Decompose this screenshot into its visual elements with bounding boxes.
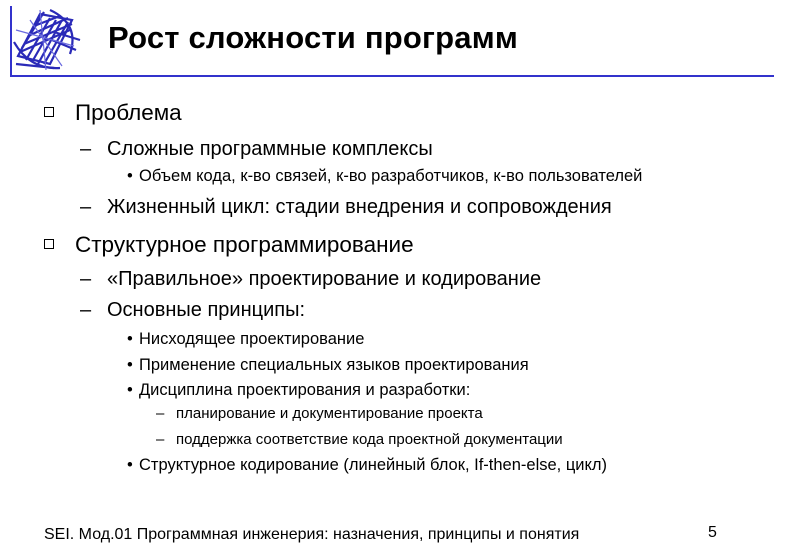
footer-text: SEI. Мод.01 Программная инженерия: назначения, принципы и понятия	[44, 526, 580, 543]
sei-globe-logo-icon	[10, 6, 84, 74]
dash-bullet-marker: –	[80, 299, 92, 321]
bullet-text: Жизненный цикл: стадии внедрения и сопровождения	[107, 196, 612, 218]
dash-bullet-marker: –	[156, 431, 165, 448]
hollow-square-bullet-icon	[44, 239, 54, 249]
bullet-text: планирование и документирование проекта	[176, 405, 483, 422]
bullet-text: Дисциплина проектирования и разработки:	[139, 381, 471, 399]
page-number: 5	[708, 524, 717, 541]
bullet-text: Проблема	[75, 100, 182, 125]
bullet-text: Структурное кодирование (линейный блок, If-then-else, цикл)	[139, 456, 608, 474]
dash-bullet-marker: –	[156, 405, 165, 422]
slide-title: Рост сложности программ	[108, 20, 518, 55]
header-vertical-rule	[10, 6, 12, 76]
dash-bullet-marker: –	[80, 196, 92, 218]
dash-bullet-marker: –	[80, 268, 92, 290]
dot-bullet-marker: •	[127, 456, 133, 474]
bullet-text: Нисходящее проектирование	[139, 330, 365, 348]
dot-bullet-marker: •	[127, 167, 133, 185]
dot-bullet-marker: •	[127, 330, 133, 348]
hollow-square-bullet-icon	[44, 107, 54, 117]
dot-bullet-marker: •	[127, 356, 133, 374]
bullet-text: Структурное программирование	[75, 232, 414, 257]
bullet-text: Основные принципы:	[107, 299, 306, 321]
dash-bullet-marker: –	[80, 138, 92, 160]
bullet-text: поддержка соответствие кода проектной документации	[176, 431, 563, 448]
bullet-text: Сложные программные комплексы	[107, 138, 433, 160]
bullet-text: «Правильное» проектирование и кодирование	[107, 268, 542, 290]
bullet-text: Объем кода, к-во связей, к-во разработчиков, к-во пользователей	[139, 167, 643, 185]
dot-bullet-marker: •	[127, 381, 133, 399]
header-horizontal-rule	[10, 75, 774, 77]
bullet-text: Применение специальных языков проектирования	[139, 356, 529, 374]
